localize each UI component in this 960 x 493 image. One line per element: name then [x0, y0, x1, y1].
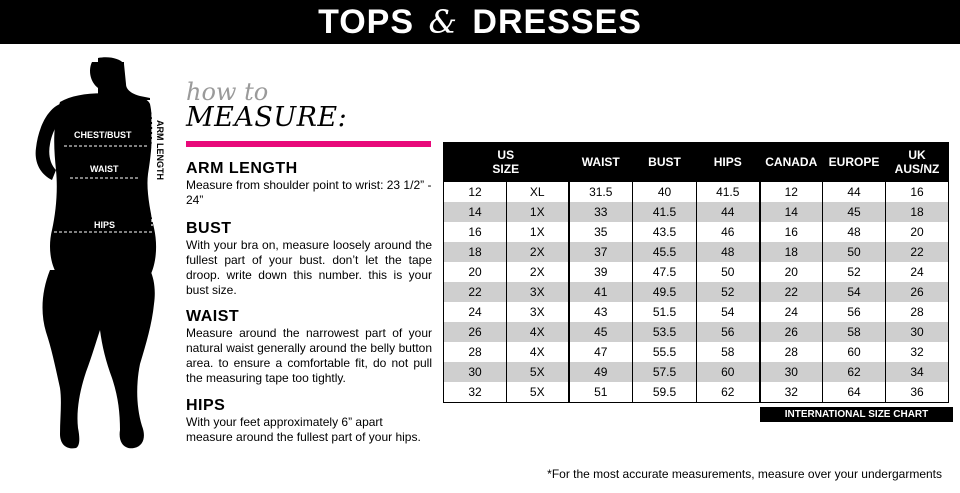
header-uk-text: UK: [908, 148, 926, 162]
table-cell: 2X: [507, 262, 569, 282]
table-cell: 50: [697, 262, 760, 282]
table-cell: 43: [569, 302, 633, 322]
hips-label: HIPS: [94, 220, 116, 230]
table-cell: 41.5: [697, 182, 760, 203]
table-cell: 30: [444, 362, 507, 382]
table-cell: 51.5: [633, 302, 697, 322]
measure-text: MEASURE:: [186, 102, 348, 133]
title-tops: TOPS: [318, 2, 415, 41]
table-cell: 47.5: [633, 262, 697, 282]
section-hips: [186, 397, 432, 445]
table-cell: 14: [760, 202, 823, 222]
table-row: [444, 302, 949, 322]
table-cell: 58: [697, 342, 760, 362]
section-bust: [186, 220, 432, 298]
header-europe: EUROPE: [823, 143, 886, 182]
table-row: [444, 382, 949, 403]
how-to-text: how to: [186, 78, 269, 106]
table-cell: 3X: [507, 282, 569, 302]
table-cell: 48: [697, 242, 760, 262]
header-size-text: SIZE: [492, 162, 520, 176]
arm-length-label: ARM LENGTH: [155, 120, 165, 180]
header-canada: CANADA: [760, 143, 823, 182]
table-cell: 60: [697, 362, 760, 382]
table-cell: 45.5: [633, 242, 697, 262]
title-ampersand: &: [428, 2, 458, 41]
table-cell: 43.5: [633, 222, 697, 242]
header-bust: BUST: [633, 143, 697, 182]
section-body: Measure around the narrowest part of your natural waist generally around the belly button area. to ensure a comfortable fit, do not pull the measuring tape too tightly.: [186, 326, 432, 385]
table-cell: 4X: [507, 322, 569, 342]
table-cell: 30: [886, 322, 949, 342]
how-to-measure-heading: [186, 80, 347, 132]
table-cell: 56: [697, 322, 760, 342]
table-cell: 54: [697, 302, 760, 322]
table-cell: 24: [886, 262, 949, 282]
table-cell: 12: [760, 182, 823, 203]
table-row: [444, 182, 949, 203]
table-cell: 32: [886, 342, 949, 362]
body-silhouette: [0, 50, 180, 470]
table-cell: 62: [823, 362, 886, 382]
table-cell: 57.5: [633, 362, 697, 382]
table-cell: 39: [569, 262, 633, 282]
table-cell: 22: [886, 242, 949, 262]
table-cell: 55.5: [633, 342, 697, 362]
table-cell: 53.5: [633, 322, 697, 342]
size-chart-table: [443, 142, 949, 403]
table-cell: 1X: [507, 202, 569, 222]
table-cell: 20: [444, 262, 507, 282]
chest-bust-label: CHEST/BUST: [74, 130, 132, 140]
table-cell: 18: [444, 242, 507, 262]
header-us-size: [444, 143, 569, 182]
table-cell: 35: [569, 222, 633, 242]
table-cell: 30: [760, 362, 823, 382]
table-row: [444, 362, 949, 382]
table-row: [444, 202, 949, 222]
table-cell: 45: [569, 322, 633, 342]
table-cell: 20: [760, 262, 823, 282]
international-size-chart-caption: INTERNATIONAL SIZE CHART: [760, 407, 953, 422]
table-cell: 56: [823, 302, 886, 322]
table-row: [444, 282, 949, 302]
table-cell: 1X: [507, 222, 569, 242]
table-cell: 58: [823, 322, 886, 342]
table-cell: 48: [823, 222, 886, 242]
section-waist: [186, 308, 432, 386]
table-cell: 28: [886, 302, 949, 322]
section-title: WAIST: [186, 308, 240, 325]
table-cell: 60: [823, 342, 886, 362]
table-row: [444, 342, 949, 362]
table-cell: 62: [697, 382, 760, 403]
table-cell: 18: [886, 202, 949, 222]
table-cell: 45: [823, 202, 886, 222]
page-title: [318, 3, 642, 42]
table-header-row: [444, 143, 949, 182]
table-cell: 40: [633, 182, 697, 203]
table-cell: 26: [760, 322, 823, 342]
silhouette-icon: [0, 50, 180, 470]
table-cell: 32: [444, 382, 507, 403]
table-cell: 24: [444, 302, 507, 322]
table-cell: XL: [507, 182, 569, 203]
table-cell: 26: [444, 322, 507, 342]
section-title: HIPS: [186, 397, 226, 414]
table-cell: 22: [444, 282, 507, 302]
table-cell: 44: [823, 182, 886, 203]
table-cell: 59.5: [633, 382, 697, 403]
table-cell: 41: [569, 282, 633, 302]
title-dresses: DRESSES: [472, 2, 642, 41]
section-body: Measure from shoulder point to wrist: 23 1/2” - 24”: [186, 178, 432, 207]
table-cell: 26: [886, 282, 949, 302]
table-cell: 16: [444, 222, 507, 242]
table-row: [444, 242, 949, 262]
table-cell: 22: [760, 282, 823, 302]
header-us-text: US: [497, 148, 515, 162]
table-cell: 14: [444, 202, 507, 222]
table-cell: 5X: [507, 382, 569, 403]
table-body: [444, 182, 949, 403]
table-cell: 64: [823, 382, 886, 403]
table-cell: 2X: [507, 242, 569, 262]
table-cell: 52: [823, 262, 886, 282]
table-cell: 34: [886, 362, 949, 382]
table-cell: 44: [697, 202, 760, 222]
table-cell: 46: [697, 222, 760, 242]
table-cell: 16: [886, 182, 949, 203]
table-cell: 20: [886, 222, 949, 242]
table-cell: 16: [760, 222, 823, 242]
table-cell: 24: [760, 302, 823, 322]
header-waist: WAIST: [569, 143, 633, 182]
table-cell: 49: [569, 362, 633, 382]
table-cell: 51: [569, 382, 633, 403]
section-title: BUST: [186, 220, 232, 237]
section-title: ARM LENGTH: [186, 160, 298, 177]
header-hips: HIPS: [697, 143, 760, 182]
table-cell: 36: [886, 382, 949, 403]
table-row: [444, 262, 949, 282]
table-cell: 33: [569, 202, 633, 222]
table-cell: 37: [569, 242, 633, 262]
table-cell: 32: [760, 382, 823, 403]
header-uk-aus: [886, 143, 949, 182]
table-cell: 31.5: [569, 182, 633, 203]
section-arm-length: [186, 160, 432, 208]
table-cell: 41.5: [633, 202, 697, 222]
section-body: With your feet approximately 6” apart measure around the fullest part of your hips.: [186, 415, 421, 444]
table-cell: 18: [760, 242, 823, 262]
table-cell: 49.5: [633, 282, 697, 302]
footnote: *For the most accurate measurements, measure over your undergarments: [547, 467, 942, 481]
table-cell: 28: [444, 342, 507, 362]
header-aus-text: AUS/NZ: [894, 162, 940, 176]
section-body: With your bra on, measure loosely around the fullest part of your bust. don’t let the tape droop. write down this number. this is your bust size.: [186, 238, 432, 297]
table-cell: 4X: [507, 342, 569, 362]
table-cell: 47: [569, 342, 633, 362]
table-cell: 3X: [507, 302, 569, 322]
banner: [0, 0, 960, 44]
table-row: [444, 222, 949, 242]
table-cell: 54: [823, 282, 886, 302]
table-cell: 12: [444, 182, 507, 203]
accent-divider: [186, 141, 431, 147]
table-cell: 5X: [507, 362, 569, 382]
table-cell: 52: [697, 282, 760, 302]
table-cell: 28: [760, 342, 823, 362]
waist-label: WAIST: [90, 164, 119, 174]
table-cell: 50: [823, 242, 886, 262]
table-row: [444, 322, 949, 342]
